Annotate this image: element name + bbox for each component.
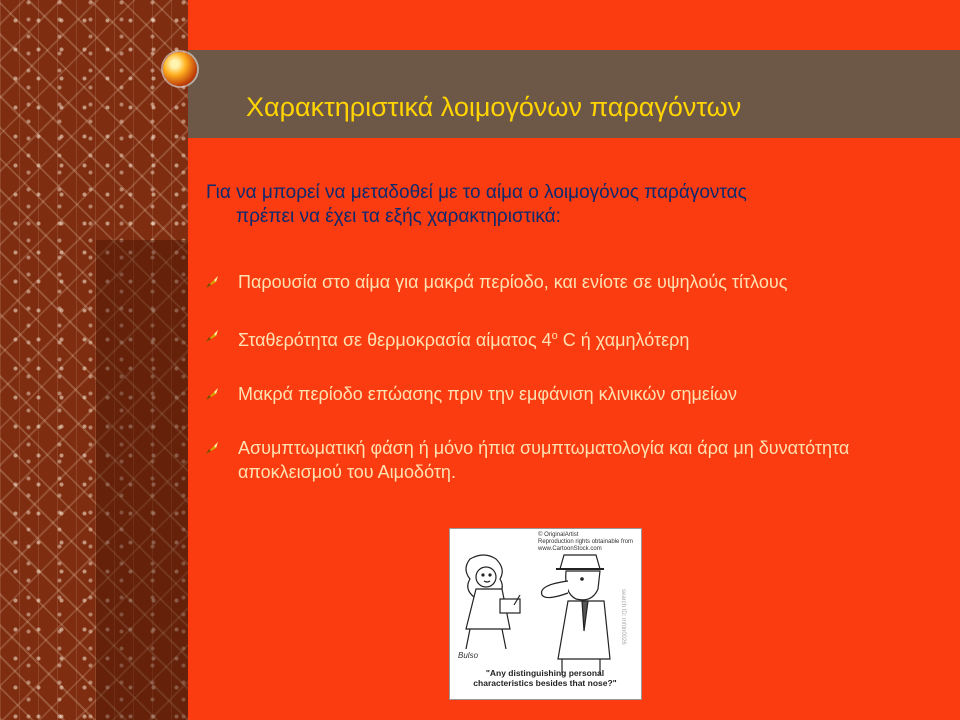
bullet-list: [204, 270, 944, 484]
glowing-orb-icon: [163, 52, 197, 86]
bullet-item: [204, 324, 944, 352]
bullet-item: [204, 270, 944, 294]
cartoon-signature: Bulso: [458, 651, 479, 660]
copyright-line: © OriginalArtist: [538, 532, 579, 538]
bullet-text-tail: C ή χαμηλότερη: [557, 330, 690, 350]
copyright-line: Reproduction rights obtainable from: [538, 539, 634, 545]
intro-text: [206, 181, 946, 229]
bullet-item: [204, 436, 944, 484]
gold-dart-icon: [204, 274, 220, 290]
bullet-text: Ασυμπτωματική φάση ή μόνο ήπια συμπτωματολογία και άρα μη δυνατότητα αποκλεισμού του Αιμοδότη.: [238, 438, 850, 482]
cartoon-caption: [456, 668, 634, 688]
gold-dart-icon: [204, 328, 220, 344]
bullet-item: [204, 382, 944, 406]
gold-dart-icon: [204, 440, 220, 456]
pattern-shadow-strip: [96, 240, 188, 720]
cartoon-side-text: search ID: mfdn0026: [620, 589, 626, 645]
bullet-text: Μακρά περίοδο επώασης πριν την εμφάνιση κλινικών σημείων: [238, 384, 737, 404]
cartoon-image: [449, 528, 642, 700]
caption-line: "Any distinguishing personal: [485, 668, 605, 678]
slide-title: Χαρακτηριστικά λοιμογόνων παραγόντων: [246, 92, 742, 122]
decorative-pattern-band: [0, 0, 188, 720]
intro-line-2: πρέπει να έχει τα εξής χαρακτηριστικά:: [236, 206, 561, 227]
bullet-text: Σταθερότητα σε θερμοκρασία αίματος 4: [238, 330, 552, 350]
intro-line-1: Για να μπορεί να μεταδοθεί με το αίμα ο λοιμογόνος παράγοντας: [206, 182, 747, 203]
bullet-text: Παρουσία στο αίμα για μακρά περίοδο, και ενίοτε σε υψηλούς τίτλους: [238, 272, 788, 292]
copyright-line: www.CartoonStock.com: [538, 546, 602, 552]
caption-line: characteristics besides that nose?": [473, 678, 617, 688]
gold-dart-icon: [204, 386, 220, 402]
superscript-o: ο: [551, 330, 558, 342]
